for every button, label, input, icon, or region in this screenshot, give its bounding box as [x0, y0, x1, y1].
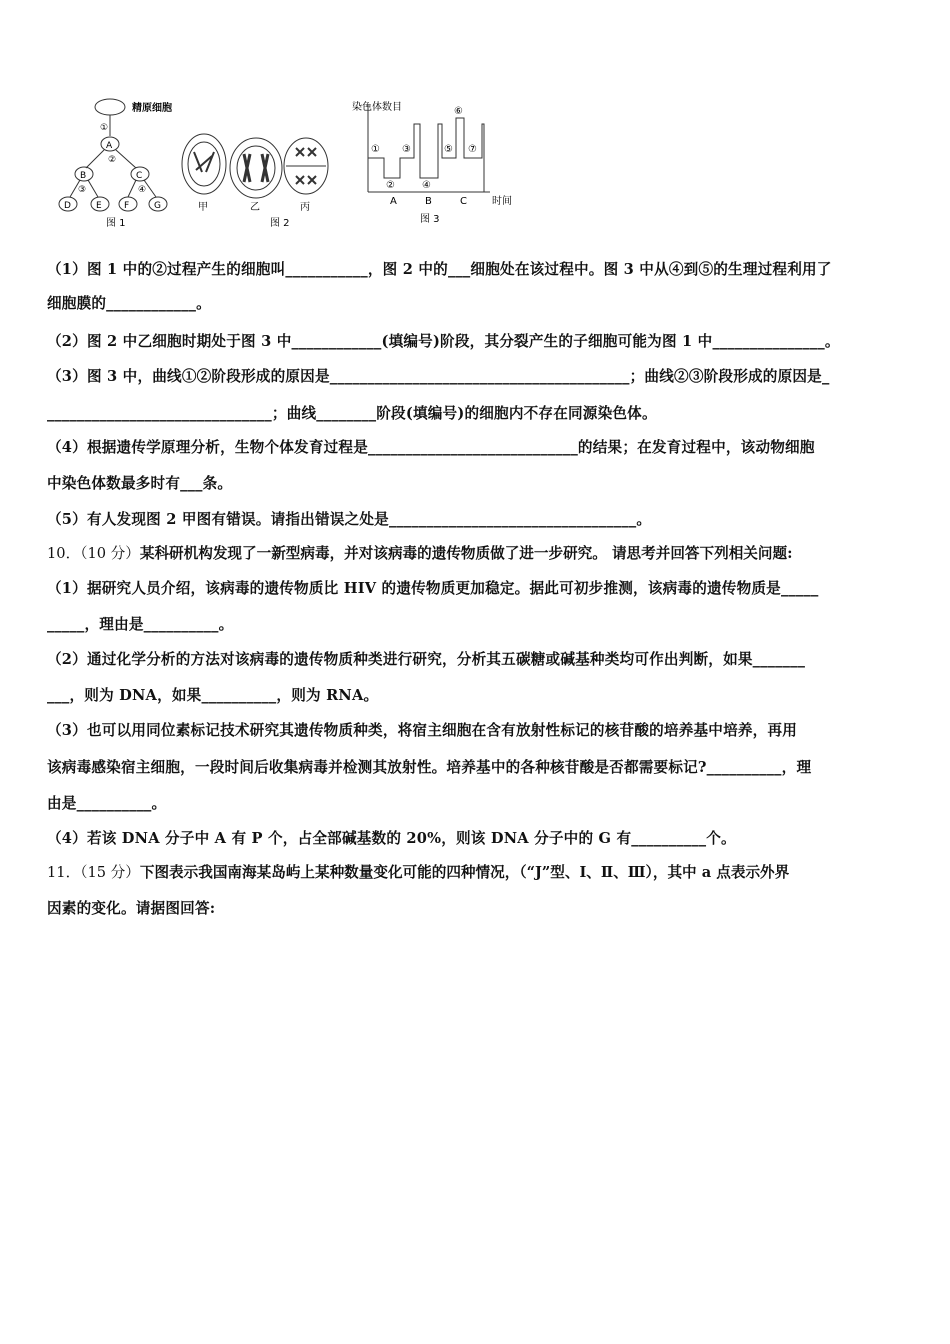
figure-3-mark-7: ⑦	[468, 144, 477, 155]
figure-2-cell-jia: 甲	[198, 202, 208, 213]
figure-3-mark-5: ⑤	[444, 144, 453, 155]
figure-1-node-a: A	[106, 141, 113, 151]
q11-number: 11．（15 分）	[47, 864, 140, 881]
figure-1-step-2: ②	[108, 155, 117, 165]
figure-3-ylabel-text: 染色体数目	[352, 102, 402, 113]
q11-header	[47, 856, 789, 890]
figure-3-mark-1: ①	[371, 144, 380, 155]
q10-part1-line2: _____，理由是__________。	[47, 616, 234, 633]
figure-1-title: 精原细胞	[132, 103, 172, 114]
q10-part4: （4）若该 DNA 分子中 A 有 P 个，占全部碱基数的 20%，则该 DNA 分子中的 G 有__________个。	[47, 830, 736, 847]
figure-3-ylabel	[352, 100, 402, 113]
figure-2-caption: 图 2	[270, 218, 290, 229]
q10-part3-line2: 该病毒感染宿主细胞，一段时间后收集病毒并检测其放射性。培养基中的各种核苷酸是否都需要标记?__________，理	[47, 759, 812, 776]
figure-3-stage-c: C	[460, 196, 467, 207]
q9-part2: （2）图 2 中乙细胞时期处于图 3 中____________(填编号)阶段，其分裂产生的子细胞可能为图 1 中_______________。	[47, 333, 840, 350]
figure-3-stage-a: A	[390, 196, 397, 207]
q10-number: 10．（10 分）	[47, 545, 140, 562]
q10-part3-line1: （3）也可以用同位素标记技术研究其遗传物质种类，将宿主细胞在含有放射性标记的核苷酸的培养基中培养，再用	[47, 722, 798, 739]
q11-line2: 因素的变化。请据图回答:	[47, 900, 216, 917]
q9-part1-line2: 细胞膜的____________。	[47, 295, 211, 312]
figure-2-cell-bing: 丙	[300, 202, 310, 213]
figure-1-node-f: F	[124, 201, 130, 211]
q9-part4-line1: （4）根据遗传学原理分析，生物个体发育过程是____________________________的结果；在发育过程中，该动物细胞	[47, 439, 815, 456]
q10-header	[47, 537, 792, 571]
figure-3-mark-6: ⑥	[454, 106, 463, 117]
figure-3-caption: 图 3	[420, 214, 440, 225]
q9-part4-line2: 中染色体数最多时有___条。	[47, 475, 233, 492]
q10-part2-line1: （2）通过化学分析的方法对该病毒的遗传物质种类进行研究，分析其五碳糖或碱基种类均可作出判断，如果_______	[47, 651, 806, 668]
figure-2-cells	[182, 134, 328, 198]
q9-part3-line1: （3）图 3 中，曲线①②阶段形成的原因是________________________________________；曲线②③阶段形成的原因是_	[47, 368, 830, 385]
figure-panel	[44, 92, 524, 232]
q10-part3-line3: 由是__________。	[47, 795, 167, 812]
q9-part5: （5）有人发现图 2 甲图有错误。请指出错误之处是_________________________________。	[47, 511, 652, 528]
figure-1-step-1: ①	[100, 123, 109, 133]
figure-1-node-g: G	[154, 201, 161, 211]
q11-intro: 下图表示我国南海某岛屿上某种数量变化可能的四种情况，（“J”型、Ⅰ、Ⅱ、Ⅲ），其中 a 点表示外界	[139, 864, 790, 881]
figure-1-step-3: ③	[78, 185, 87, 195]
figure-1-step-4: ④	[138, 185, 147, 195]
q10-part1-line1: （1）据研究人员介绍，该病毒的遗传物质比 HIV 的遗传物质更加稳定。据此可初步推测，该病毒的遗传物质是_____	[47, 580, 819, 597]
figure-1-node-b: B	[80, 171, 87, 181]
q10-part2-line2: ___，则为 DNA，如果__________，则为 RNA。	[47, 687, 379, 704]
figure-1-node-e: E	[96, 201, 102, 211]
figure-1-node-d: D	[64, 201, 71, 211]
figure-3-mark-2: ②	[386, 180, 395, 191]
figure-3-mark-4: ④	[422, 180, 431, 191]
figure-3-stage-b: B	[425, 196, 432, 207]
figure-2-cell-yi: 乙	[250, 202, 260, 213]
figure-1-caption: 图 1	[106, 218, 126, 229]
figure-3-xlabel: 时间	[492, 196, 512, 207]
q9-part3-line2: ______________________________；曲线________阶段(填编号)的细胞内不存在同源染色体。	[47, 405, 657, 422]
figure-1-node-c: C	[136, 171, 143, 181]
q10-intro: 某科研机构发现了一新型病毒，并对该病毒的遗传物质做了进一步研究。 请思考并回答下列相关问题:	[139, 545, 793, 562]
q9-part1-line1: （1）图 1 中的②过程产生的细胞叫___________，图 2 中的___细胞处在该过程中。图 3 中从④到⑤的生理过程利用了	[47, 261, 832, 278]
figure-3-mark-3: ③	[402, 144, 411, 155]
